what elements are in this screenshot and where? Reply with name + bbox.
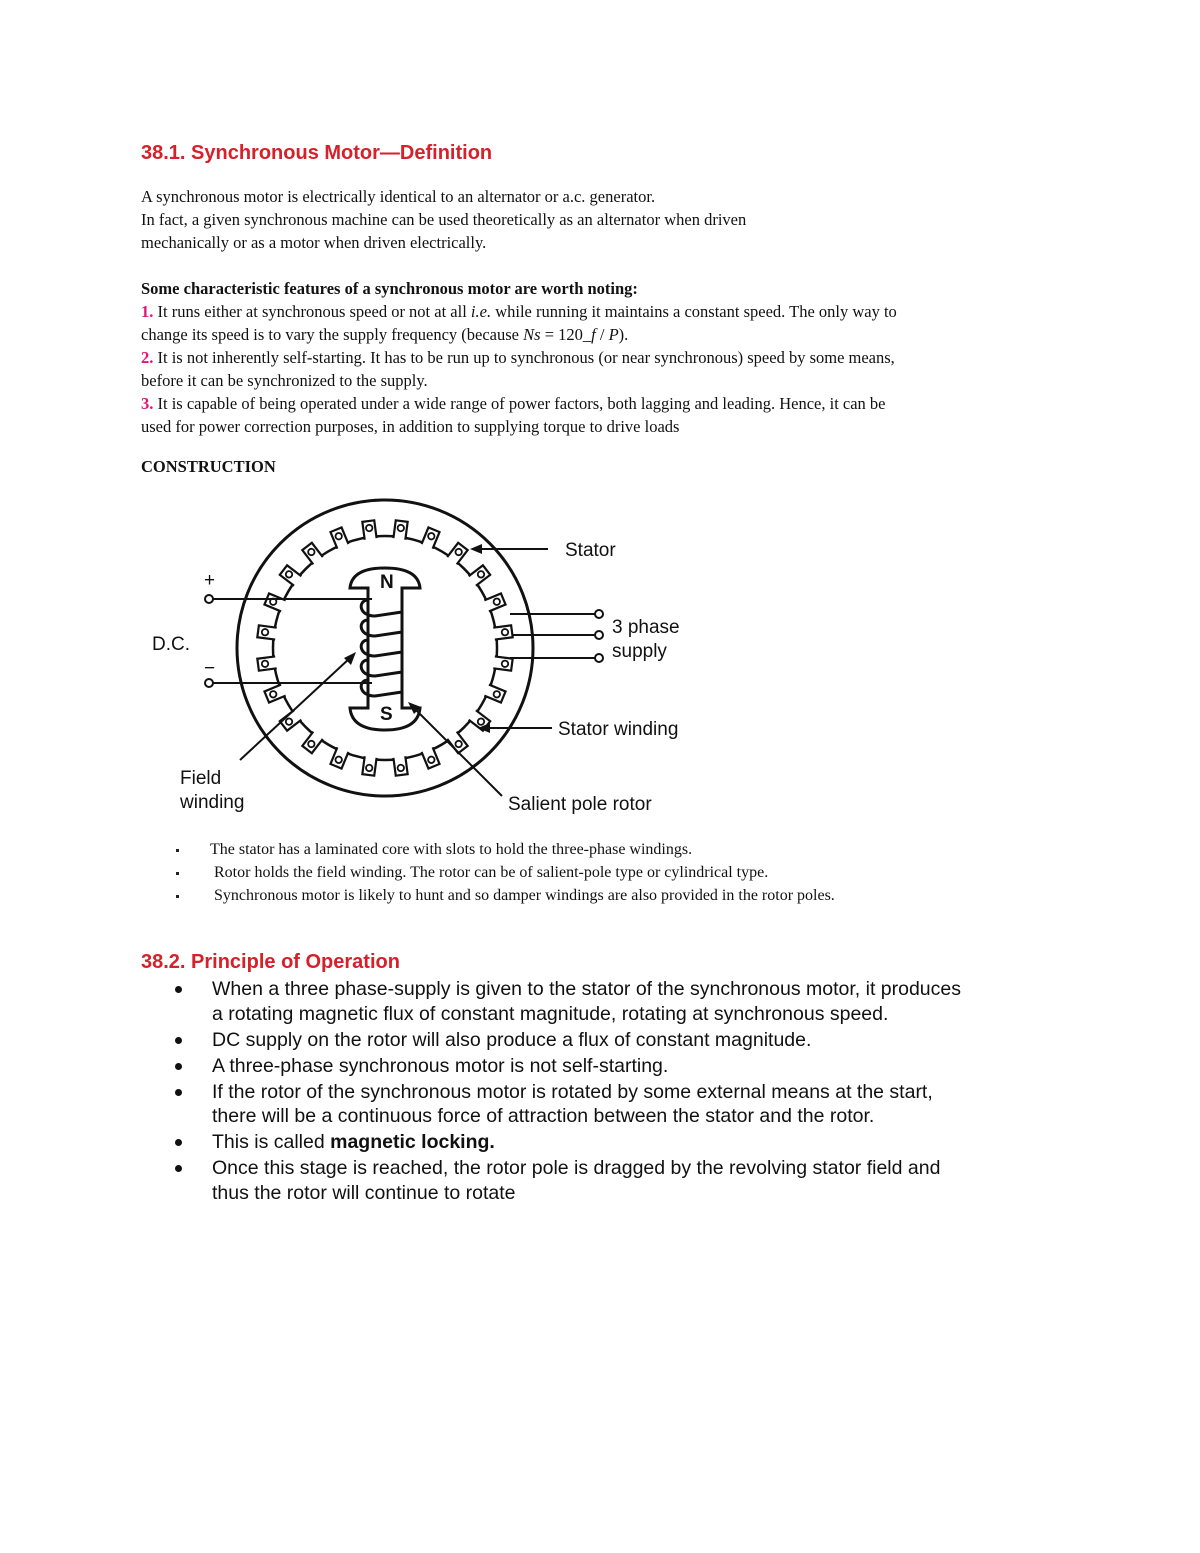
section-heading-definition: 38.1. Synchronous Motor—Definition — [141, 142, 493, 164]
north-pole-label: N — [380, 572, 394, 593]
list-item: If the rotor of the synchronous motor is rotated by some external means at the start, there will be a continuous force of attraction between the stator and the rotor. — [170, 1080, 1070, 1129]
feature-item-cont: before it can be synchronized to the supply. — [141, 371, 428, 390]
stator-slot — [469, 565, 491, 585]
dc-terminal-plus — [205, 595, 213, 603]
stator-slot — [302, 543, 322, 565]
bullet-dot — [175, 986, 182, 993]
south-pole-label: S — [380, 704, 393, 725]
phase-terminal-2 — [595, 631, 603, 639]
principle-bullets — [170, 977, 1070, 1207]
stator-label: Stator — [565, 540, 616, 561]
list-item: When a three phase-supply is given to the stator of the synchronous motor, it produces a rotating magnetic flux of constant magnitude, rotating at synchronous speed. — [170, 977, 1070, 1026]
stator-slot — [362, 756, 376, 775]
bullet-dot — [175, 1089, 182, 1096]
dc-terminal-minus — [205, 679, 213, 687]
salient-pole-rotor-label: Salient pole rotor — [508, 794, 652, 815]
bullet-square — [176, 849, 179, 852]
stator-slot — [393, 520, 407, 539]
three-phase-label: 3 phase — [612, 617, 680, 638]
stator-slot — [422, 527, 440, 548]
dc-plus-sign: + — [204, 570, 216, 591]
feature-number: 1. — [141, 302, 154, 321]
list-item: DC supply on the rotor will also produce a flux of constant magnitude. — [170, 1028, 1070, 1053]
stator-slot — [330, 527, 348, 548]
definition-line: In fact, a given synchronous machine can be used theoretically as an alternator when driven — [141, 210, 747, 229]
feature-item-cont: used for power correction purposes, in addition to supplying torque to drive loads — [141, 417, 680, 436]
feature-item: 3. It is capable of being operated under a wide range of power factors, both lagging and leading. Hence, it can be — [141, 394, 886, 413]
phase-terminal-3 — [595, 654, 603, 662]
construction-bullets — [170, 838, 835, 907]
bullet-dot — [175, 1063, 182, 1070]
list-item: A three-phase synchronous motor is not self-starting. — [170, 1054, 1070, 1079]
bullet-square — [176, 895, 179, 898]
supply-label: supply — [612, 641, 667, 662]
bullet-dot — [175, 1037, 182, 1044]
construction-heading: CONSTRUCTION — [141, 457, 276, 476]
feature-item: 1. It runs either at synchronous speed or not at all i.e. while running it maintains a constant speed. The only way to — [141, 302, 897, 321]
stator-winding-label: Stator winding — [558, 719, 679, 740]
list-item: Once this stage is reached, the rotor pole is dragged by the revolving stator field and thus the rotor will continue to rotate — [170, 1156, 1070, 1205]
stator-slot — [447, 543, 467, 565]
stator-slot — [422, 747, 440, 768]
stator-slot — [484, 593, 505, 611]
feature-number: 3. — [141, 394, 154, 413]
stator-slot — [257, 625, 276, 639]
list-item: Synchronous motor is likely to hunt and so damper windings are also provided in the rotor poles. — [170, 884, 835, 907]
definition-paragraph — [141, 185, 1081, 254]
phase-terminal-1 — [595, 610, 603, 618]
stator-slot — [393, 756, 407, 775]
feature-item-cont: change its speed is to vary the supply frequency (because Ns = 120_f / P). — [141, 325, 629, 344]
feature-number: 2. — [141, 348, 154, 367]
stator-slot — [447, 732, 467, 754]
bullet-dot — [175, 1139, 182, 1146]
stator-pointer-arrow — [470, 544, 482, 554]
stator-slot — [330, 747, 348, 768]
stator-slot — [362, 520, 376, 539]
list-item: This is called magnetic locking. — [170, 1130, 1070, 1155]
dc-minus-sign: − — [204, 658, 216, 679]
features-intro: Some characteristic features of a synchronous motor are worth noting: — [141, 279, 638, 298]
stator-slot — [264, 593, 285, 611]
features-list — [141, 277, 1091, 438]
field-label: Field — [180, 768, 222, 789]
dc-label: D.C. — [152, 634, 190, 655]
stator-slot — [257, 656, 276, 670]
magnetic-locking-term: magnetic locking. — [330, 1131, 495, 1153]
stator-slot — [484, 685, 505, 703]
field-winding-pointer — [240, 658, 350, 760]
stator-slot — [264, 685, 285, 703]
feature-item: 2. It is not inherently self-starting. It has to be run up to synchronous (or near synchronous) speed by some means, — [141, 348, 895, 367]
synchronous-motor-diagram — [140, 488, 720, 828]
stator-slot — [302, 732, 322, 754]
stator-slot — [493, 625, 512, 639]
winding-label: winding — [180, 792, 245, 813]
bullet-dot — [175, 1165, 182, 1172]
definition-line: A synchronous motor is electrically identical to an alternator or a.c. generator. — [141, 187, 656, 206]
bullet-square — [176, 872, 179, 875]
section-heading-principle: 38.2. Principle of Operation — [141, 951, 400, 973]
stator-slot — [493, 656, 512, 670]
list-item: Rotor holds the field winding. The rotor can be of salient-pole type or cylindrical type. — [170, 861, 835, 884]
list-item: The stator has a laminated core with slots to hold the three-phase windings. — [170, 838, 835, 861]
stator-slot — [280, 565, 302, 585]
definition-line: mechanically or as a motor when driven electrically. — [141, 233, 487, 252]
